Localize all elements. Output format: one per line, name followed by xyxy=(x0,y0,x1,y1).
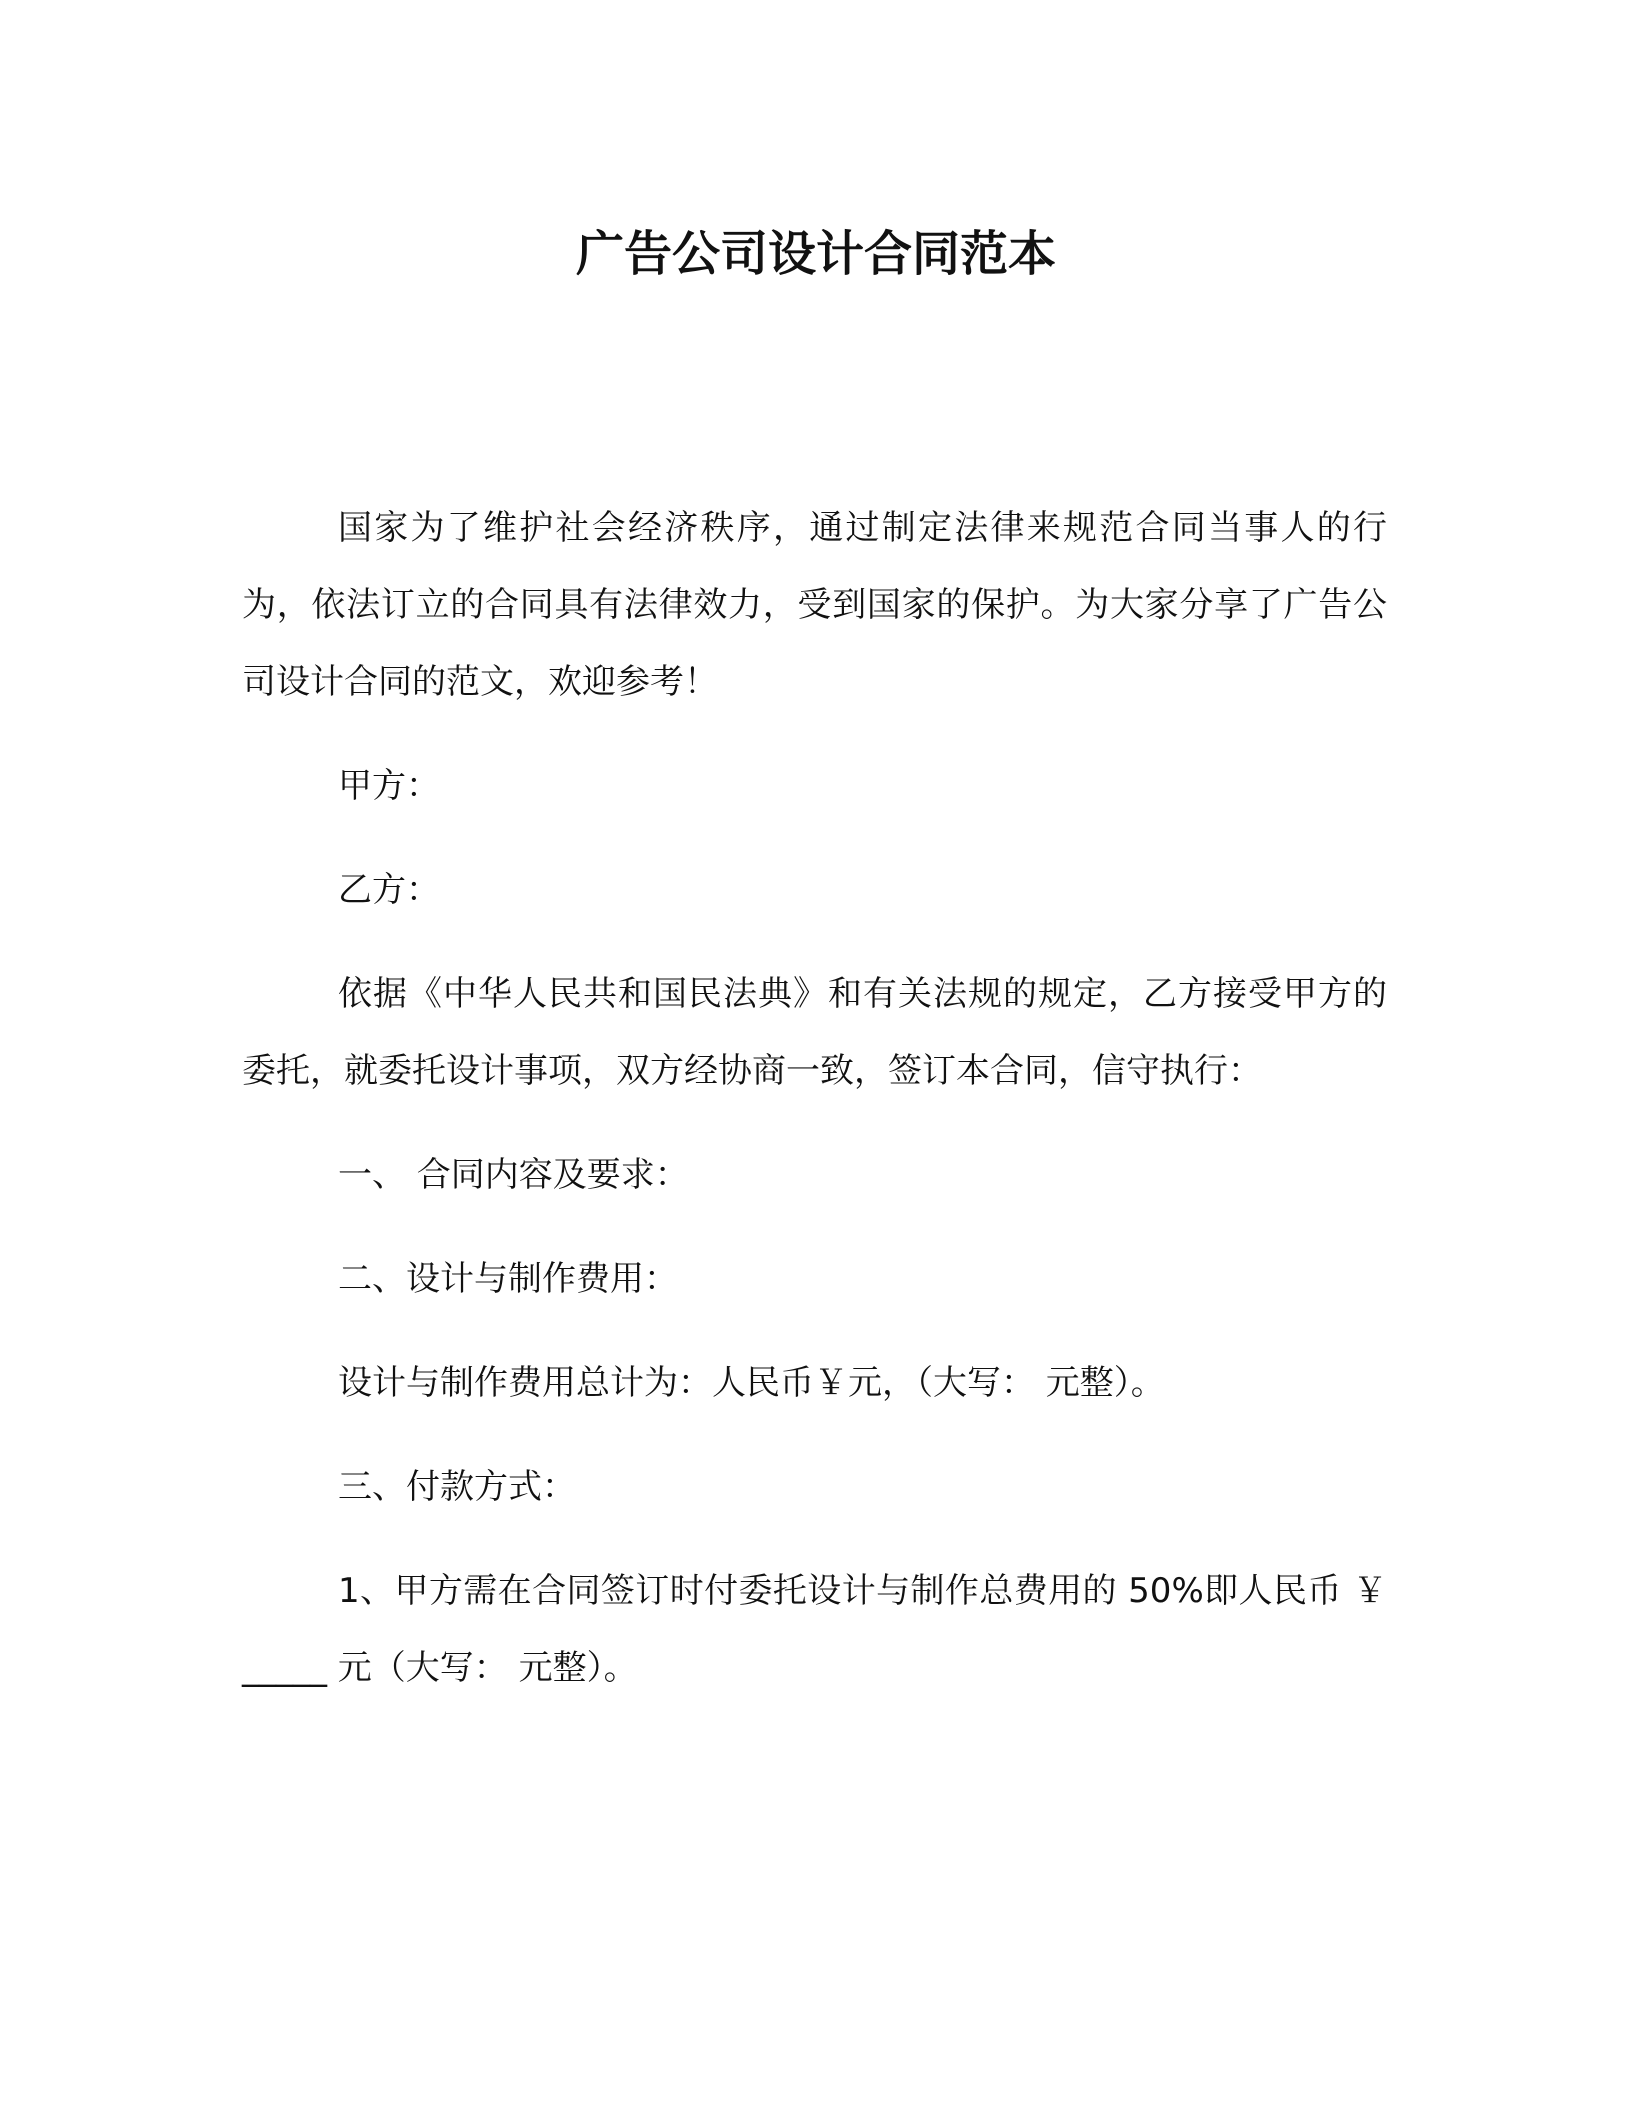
party-a-line: 甲方： xyxy=(338,766,440,806)
section-2-heading: 二、设计与制作费用： xyxy=(338,1259,678,1299)
document-title: 广告公司设计合同范本 xyxy=(575,226,1056,282)
document-body xyxy=(242,490,1387,1734)
intro-paragraph: 国家为了维护社会经济秩序，通过制定法律来规范合同当事人的行为，依法订立的合同具有法律效力，受到国家的保护。为大家分享了广告公司设计合同的范文，欢迎参考！ xyxy=(242,508,1387,702)
section-1-heading: 一、 合同内容及要求： xyxy=(338,1155,689,1195)
party-b-line: 乙方： xyxy=(338,870,440,910)
payment-clause-1: 1、甲方需在合同签订时付委托设计与制作总费用的 50%即人民币 ￥ _____ 元（大写： 元整）。 xyxy=(242,1571,1387,1688)
fee-total-line: 设计与制作费用总计为：人民币￥元，（大写： 元整）。 xyxy=(338,1363,1165,1403)
basis-paragraph: 依据《中华人民共和国民法典》和有关法规的规定，乙方接受甲方的委托，就委托设计事项，双方经协商一致，签订本合同，信守执行： xyxy=(242,974,1387,1091)
section-3-heading: 三、付款方式： xyxy=(338,1467,576,1507)
